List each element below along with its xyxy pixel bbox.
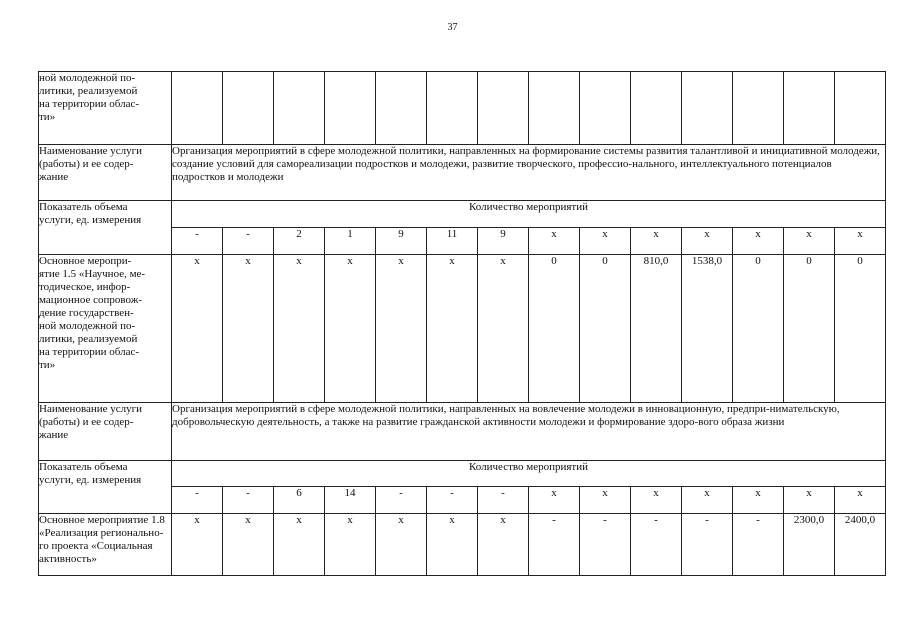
- value-cell: -: [172, 487, 223, 514]
- event-1-5-label: [39, 255, 172, 403]
- value-cell: 2: [274, 228, 325, 255]
- value-cell: x: [274, 514, 325, 576]
- value-cell: x: [325, 255, 376, 403]
- empty-cell: [376, 72, 427, 145]
- value-cell: 0: [835, 255, 886, 403]
- value-cell: x: [835, 228, 886, 255]
- value-cell: 9: [376, 228, 427, 255]
- value-cell: 0: [580, 255, 631, 403]
- value-cell: x: [784, 228, 835, 255]
- value-cell: -: [223, 228, 274, 255]
- value-cell: x: [427, 255, 478, 403]
- event-1-8-label: [39, 514, 172, 576]
- empty-cell: [529, 72, 580, 145]
- service-name-label: [39, 145, 172, 201]
- value-cell: x: [784, 487, 835, 514]
- value-cell: 0: [733, 255, 784, 403]
- indicator-label-text: Показатель объема услуги, ед. измерения: [39, 201, 142, 226]
- event-1-5-label-text: Основное меропри- ятие 1.5 «Научное, ме- тодическое, инфор- мационное сопровож- дение государствен- ной молодежной по- литики, реализуемой на территории облас- ти»: [39, 255, 146, 371]
- empty-cell: [784, 72, 835, 145]
- table-row: [39, 514, 886, 576]
- value-cell: x: [580, 228, 631, 255]
- value-cell: x: [478, 255, 529, 403]
- value-cell: x: [325, 514, 376, 576]
- service-name-label: [39, 403, 172, 461]
- value-cell: -: [580, 514, 631, 576]
- table-row: [39, 255, 886, 403]
- value-cell: x: [631, 228, 682, 255]
- value-cell: 14: [325, 487, 376, 514]
- empty-cell: [478, 72, 529, 145]
- value-cell: x: [733, 487, 784, 514]
- value-cell: -: [529, 514, 580, 576]
- table-row: [39, 461, 886, 487]
- empty-cell: [580, 72, 631, 145]
- indicator-unit: Количество мероприятий: [172, 201, 886, 228]
- continuation-label-text: ной молодежной по- литики, реализуемой на территории облас- ти»: [39, 72, 140, 123]
- table-row: [39, 145, 886, 201]
- indicator-unit: Количество мероприятий: [172, 461, 886, 487]
- value-cell: x: [274, 255, 325, 403]
- value-cell: -: [223, 487, 274, 514]
- value-cell: x: [529, 228, 580, 255]
- value-cell: x: [682, 487, 733, 514]
- value-cell: x: [733, 228, 784, 255]
- empty-cell: [682, 72, 733, 145]
- value-cell: 6: [274, 487, 325, 514]
- value-cell: 2400,0: [835, 514, 886, 576]
- empty-cell: [835, 72, 886, 145]
- value-cell: 1538,0: [682, 255, 733, 403]
- value-cell: x: [580, 487, 631, 514]
- empty-cell: [733, 72, 784, 145]
- value-cell: x: [478, 514, 529, 576]
- value-cell: x: [529, 487, 580, 514]
- value-cell: 11: [427, 228, 478, 255]
- value-cell: -: [172, 228, 223, 255]
- value-cell: 0: [784, 255, 835, 403]
- value-cell: 9: [478, 228, 529, 255]
- value-cell: x: [223, 514, 274, 576]
- value-cell: 2300,0: [784, 514, 835, 576]
- program-table: [38, 71, 886, 576]
- event-1-8-label-text: Основное мероприятие 1.8 «Реализация регионально- го проекта «Социальная активность»: [39, 514, 165, 565]
- value-cell: -: [427, 487, 478, 514]
- value-cell: -: [733, 514, 784, 576]
- table-row: [39, 201, 886, 228]
- value-cell: x: [835, 487, 886, 514]
- value-cell: -: [478, 487, 529, 514]
- page-number: 37: [447, 22, 458, 33]
- value-cell: 0: [529, 255, 580, 403]
- value-cell: x: [682, 228, 733, 255]
- empty-cell: [325, 72, 376, 145]
- empty-cell: [274, 72, 325, 145]
- indicator-label: [39, 201, 172, 255]
- table-row: [39, 403, 886, 461]
- value-cell: -: [682, 514, 733, 576]
- value-cell: x: [631, 487, 682, 514]
- empty-cell: [223, 72, 274, 145]
- indicator-label: [39, 461, 172, 514]
- service-description: Организация мероприятий в сфере молодежной политики, направленных на вовлечение молодежи в инновационную, предпри-нимательскую, добровольческую деятельность, а также на развитие гражданской активности молодежи и формирование здоро-вого образа жизни: [172, 403, 886, 461]
- service-description: Организация мероприятий в сфере молодежной политики, направленных на формирование системы развития талантливой и инициативной молодежи, создание условий для самореализации подростков и молодежи, развитие творческого, профессио-нального, интеллектуального потенциалов подростков и молодежи: [172, 145, 886, 201]
- table-row: [39, 72, 886, 145]
- empty-cell: [172, 72, 223, 145]
- value-cell: 1: [325, 228, 376, 255]
- value-cell: x: [376, 255, 427, 403]
- row-label-continuation: [39, 72, 172, 145]
- value-cell: x: [427, 514, 478, 576]
- empty-cell: [631, 72, 682, 145]
- service-name-label-text: Наименование услуги (работы) и ее содер- жание: [39, 145, 143, 183]
- value-cell: -: [631, 514, 682, 576]
- value-cell: x: [376, 514, 427, 576]
- value-cell: 810,0: [631, 255, 682, 403]
- service-name-label-text: Наименование услуги (работы) и ее содер- жание: [39, 403, 143, 441]
- value-cell: x: [172, 514, 223, 576]
- empty-cell: [427, 72, 478, 145]
- value-cell: -: [376, 487, 427, 514]
- value-cell: x: [172, 255, 223, 403]
- indicator-label-text: Показатель объема услуги, ед. измерения: [39, 461, 142, 486]
- value-cell: x: [223, 255, 274, 403]
